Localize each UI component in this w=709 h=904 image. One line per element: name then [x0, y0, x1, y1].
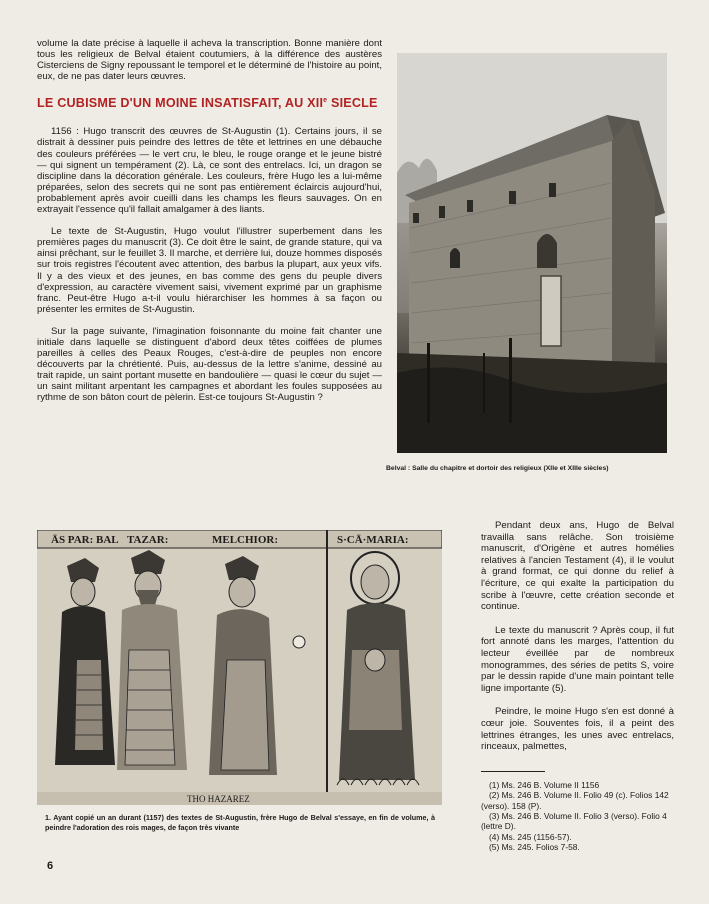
page-number: 6 [47, 860, 54, 872]
heading-main: LE CUBISME D'UN MOINE INSATISFAIT, AU XII [37, 96, 324, 111]
intro-paragraph: volume la date précise à laquelle il acheva la transcription. Bonne manière dont tous les religieux de Belval étaient coutumiers, à la différence des austères Cisterciens de Signy repoussant le temporel et le déterminé de l'histoire au point, eux, de ne pas dater leurs œuvres. [37, 38, 382, 83]
body-paragraph-1: 1156 : Hugo transcrit des œuvres de St-Augustin (1). Certains jours, il se distrait à dessiner puis peindre des lettres de tête et lettrines en une débauche des couleurs préférées — le vert cru, le bleu, le rouge orange et le jeune bistré — qui signent un tempérament (2). Là, ce sont des entrelacs. Ici, un dragon se discipline dans la décoration générale. Les couleurs, frère Hugo les a lui-même préparées, selon des secrets qui ne sont pas entièrement éclaircis aujourd'hui, probablement après avoir cueilli dans les champs les fleurs sauvages. On en extrayait l'essence qu'il fallait amalgamer à des liants. [37, 126, 382, 216]
photo-caption: Belval : Salle du chapitre et dortoir des religieux (XIIe et XIIIe siècles) [386, 465, 609, 472]
banner-text-3: MELCHIOR: [212, 534, 278, 546]
footnote-4: (4) Ms. 245 (1156-57). [489, 831, 572, 842]
illumination-drawing [37, 530, 442, 805]
bottom-label: THO HAZAREZ [187, 794, 250, 804]
section-heading [37, 96, 382, 110]
footnote-5: (5) Ms. 245. Folios 7-58. [489, 842, 580, 853]
banner-text-1: ĀS PAR: BAL [51, 534, 119, 546]
footnotes [481, 780, 674, 853]
illumination-caption: 1. Ayant copié un an durant (1157) des textes de St-Augustin, frère Hugo de Belval s'essaye, en fin de volume, à peindre l'adoration des rois mages, de façon très vivante [45, 813, 435, 832]
body-paragraph-2: Le texte de St-Augustin, Hugo voulut l'illustrer superbement dans les premières pages du manuscrit (3). Ce doit être le saint, de grande stature, qui va ainsi prêchant, sur le feuillet 3. Il marche, et derrière lui, douze hommes disposés sur trois registres l'écoutent avec attention, des barbus la plupart, aux yeux vifs. Il y a des vieux et des jeunes, en bas comme des gens du peuple divers d'expression, au caractère vivement saisi, vivement exprimé par un graphisme franc. Peut-être Hugo a-t-il voulu hiérarchiser les hommes à sa façon ou présenter les ermites de St-Augustin. [37, 226, 382, 315]
footnote-3: (3) Ms. 246 B. Volume II. Folio 3 (verso). Folio 4 (lettre D). [481, 810, 667, 832]
heading-sup: e [323, 97, 328, 105]
banner-text-2: TAZAR: [127, 534, 169, 546]
footnote-2: (2) Ms. 246 B. Volume II. Folio 49 (c). Folios 142 (verso). 158 (P). [481, 790, 669, 811]
adoration-illumination [37, 530, 442, 805]
right-paragraph-3: Peindre, le moine Hugo s'en est donné à cœur joie. Souventes fois, il a peint des lettrines étranges, les unes avec entrelacs, rinceaux, palmettes, [481, 706, 674, 753]
banner-text-4: S·CĀ·MARIA: [337, 534, 409, 546]
body-paragraph-3: Sur la page suivante, l'imagination foisonnante du moine fait chanter une initiale dans laquelle se distinguent d'abord deux têtes coiffées de plumes pareilles à celles des Peaux Rouges, c'est-à-dire de peuples non encore découverts par la chrétienté. Puis, au-dessus de la lettre s'anime, dessiné au trait rapide, un saint portant musette en bandoulière — quasi le cœur du sujet — un saint militant arpentant les campagnes et abordant les foules supposées au rythme de son bâton court de pèlerin. Est-ce toujours St-Augustin ? [37, 325, 382, 404]
footnote-divider [481, 771, 545, 772]
footnote-1: (1) Ms. 246 B. Volume II 1156 [489, 779, 600, 790]
left-column [37, 38, 382, 415]
right-column [481, 520, 674, 853]
chapter-house-drawing [397, 53, 667, 453]
chapter-house-photo [397, 53, 667, 453]
heading-end: SIECLE [327, 96, 378, 111]
right-paragraph-1: Pendant deux ans, Hugo de Belval travailla sans relâche. Son troisième manuscrit, d'Origène et autres homélies relatives à l'ancien Testament (4), il le voulut à grand format, ce qui donne du relief à l'écriture, ce qui exalte la participation du scribe à l'œuvre, cette création seconde et continue. [481, 520, 674, 613]
right-paragraph-2: Le texte du manuscrit ? Après coup, il fut fort annoté dans les marges, l'attention du lecteur éveillée par de nombreux monogrammes, des séries de petits S, voire par le dessin rapide d'une main pointant telle ligne importante (5). [481, 624, 674, 694]
